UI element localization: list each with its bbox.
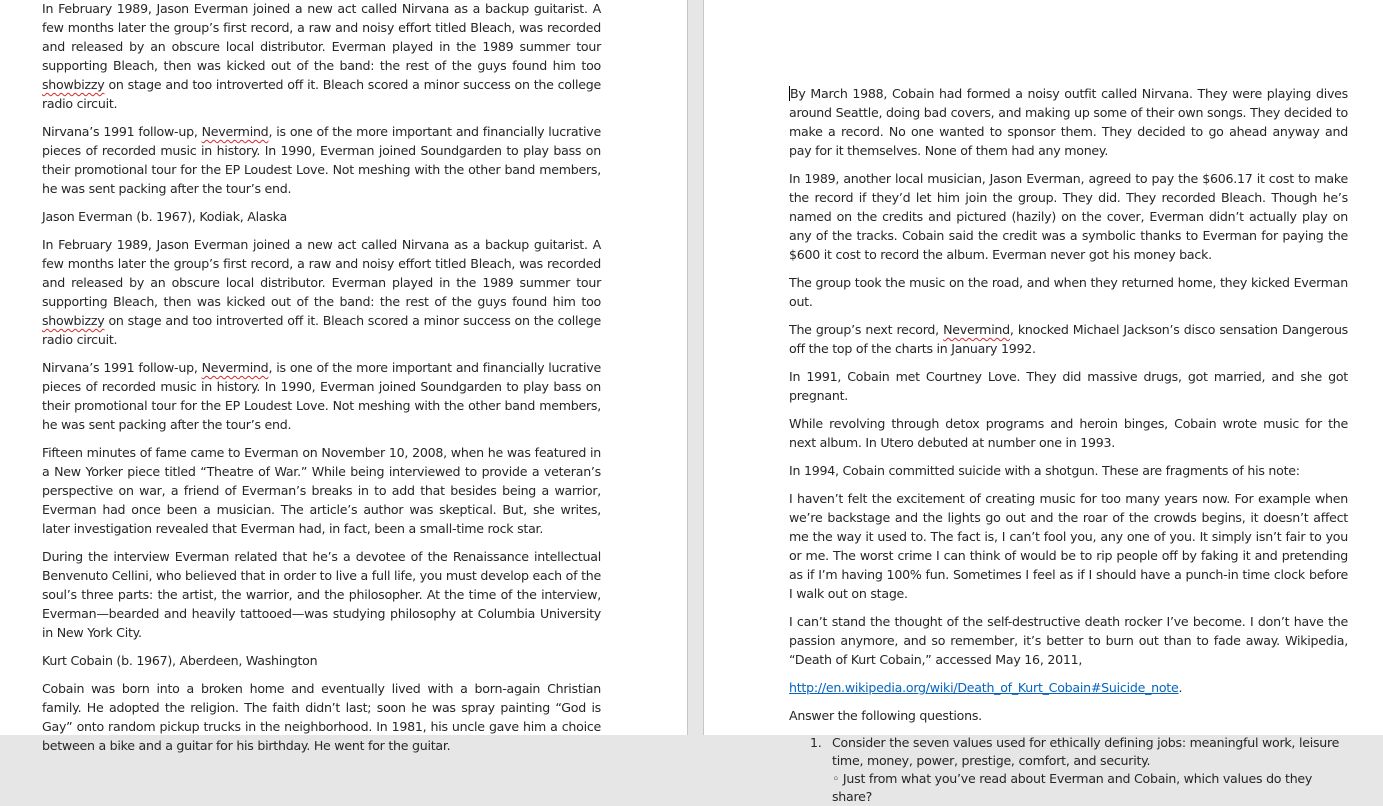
paragraph: In 1991, Cobain met Courtney Love. They did massive drugs, got married, and she got pregnant. [789,369,1348,403]
document-page-left [0,0,688,753]
paragraph [42,122,601,198]
text-run: By March 1988, Cobain had formed a noisy outfit called Nirvana. They were playing dives around Seattle, doing bad covers, and making up some of their own songs. They decided to make a record. No one wanted to sponsor them. They decided to go ahead anyway and pay for it themselves. None of them had any money. [789,86,1348,158]
paragraph: In 1994, Cobain committed suicide with a shotgun. These are fragments of his note: [789,463,1300,478]
quote-paragraph: I haven’t felt the excitement of creating music for too many years now. For example when we’re backstage and the lights go out and the roar of the crowds begins, it doesn’t affect me the way it used to. The fact is, I can’t fool you, any one of you. It simply isn’t fair to you or me. The worst crime I can think of would be to rip people off by faking it and pretending as if I’m having 100% fun. Sometimes I feel as if I should have a punch-in time clock before I walk out on stage. [789,491,1348,601]
text-run: In February 1989, Jason Everman joined a new act called Nirvana as a backup guitarist. A few months later the group’s first record, a raw and noisy effort titled Bleach, was recorded and released by an obscure local distributor. Everman played in the 1989 summer tour supporting Bleach, then was kicked out of the band: the rest of the guys found him too [42,237,601,309]
list-number: 1. [810,735,822,750]
document-page-right [703,0,1383,804]
spellcheck-flagged-word[interactable]: Nevermind [201,124,269,139]
spellcheck-flagged-word[interactable]: showbizzy [42,77,105,92]
quote-paragraph: I can’t stand the thought of the self-destructive death rocker I’ve become. I don’t have the passion anymore, and so remember, it’s better to burn out than to fade away. Wikipedia, “Death of Kurt Cobain,” accessed May 16, 2011, [789,614,1348,667]
text-run: In February 1989, Jason Everman joined a new act called Nirvana as a backup guitarist. A few months later the group’s first record, a raw and noisy effort titled Bleach, was recorded and released by an obscure local distributor. Everman played in the 1989 summer tour supporting Bleach, then was kicked out of the band: the rest of the guys found him too [42,1,601,73]
question-text: Consider the seven values used for ethically defining jobs: meaningful work, leisure time, money, power, prestige, comfort, and security. [832,735,1340,768]
paragraph: Cobain was born into a broken home and eventually lived with a born-again Christian family. He adopted the religion. The faith didn’t last; soon he was spray painting “God is Gay” onto random pickup trucks in the neighborhood. In 1981, his uncle gave him a choice between a bike and a guitar for his birthday. He went for the guitar. [42,681,601,753]
paragraph: The group took the music on the road, and when they returned home, they kicked Everman out. [789,275,1348,309]
paragraph: During the interview Everman related that he’s a devotee of the Renaissance intellectual Benvenuto Cellini, who believed that in order to live a full life, you must develop each of the soul’s three parts: the artist, the warrior, and the philosopher. At the time of the interview, Everman—bearded and heavily tattooed—was studying philosophy at Columbia University in New York City. [42,549,601,640]
sub-question: ◦ Just from what you’ve read about Everman and Cobain, which values do they share? [832,771,1313,804]
page-body-left [42,0,601,764]
text-run: Nirvana’s 1991 follow-up, [42,124,202,139]
spellcheck-flagged-word[interactable]: Nevermind [943,322,1010,337]
text-run: , is one of the more important and financially lucrative pieces of recorded music in history. In 1990, Everman joined Soundgarden to play bass on their promotional tour for the EP Loudest Love. Not meshing with the other band members, he was sent packing after the tour’s end. [42,360,601,432]
paragraph: While revolving through detox programs and heroin binges, Cobain wrote music for the next album. In Utero debuted at number one in 1993. [789,416,1348,450]
text-run: , knocked Michael Jackson’s disco sensation Dangerous off the top of the charts in January 1992. [789,322,1348,356]
text-run: The group’s next record, [789,322,944,337]
spellcheck-flagged-word[interactable]: Nevermind [201,360,269,375]
section-heading-cobain: Kurt Cobain (b. 1967), Aberdeen, Washington [42,653,318,668]
text-run: on stage and too introverted off it. Bleach scored a minor success on the college radio circuit. [42,313,601,347]
question-list [789,734,1348,806]
citation-link-paragraph [789,678,1348,697]
page-body-right [789,84,1348,806]
paragraph[interactable] [789,84,1348,160]
paragraph: In 1989, another local musician, Jason Everman, agreed to pay the $606.17 it cost to make the record if they’d let him join the group. They did. They recorded Bleach. Though he’s named on the credits and pictured (hazily) on the cover, Everman didn’t actually play on any of the tracks. Cobain said the credit was a symbolic thanks to Everman for paying the $600 it cost to record the album. Everman never got his money back. [789,171,1348,262]
text-run: . [1178,680,1183,695]
paragraph [42,358,601,434]
text-run: , is one of the more important and financially lucrative pieces of recorded music in history. In 1990, Everman joined Soundgarden to play bass on their promotional tour for the EP Loudest Love. Not meshing with the other band members, he was sent packing after the tour’s end. [42,124,601,196]
section-heading-everman: Jason Everman (b. 1967), Kodiak, Alaska [42,209,287,224]
paragraph: Answer the following questions. [789,708,982,723]
wikipedia-link[interactable]: http://en.wikipedia.org/wiki/Death_of_Kurt_Cobain#Suicide_note [789,680,1179,695]
paragraph [789,320,1348,358]
text-run: Nirvana’s 1991 follow-up, [42,360,202,375]
list-item [789,734,1348,806]
paragraph: Fifteen minutes of fame came to Everman on November 10, 2008, when he was featured in a New Yorker piece titled “Theatre of War.” While being interviewed to provide a veteran’s perspective on war, a friend of Everman’s breaks in to add that besides being a warrior, Everman had once been a musician. The article’s author was skeptical. But, she writes, later investigation revealed that Everman had, in fact, been a small-time rock star. [42,445,601,536]
paragraph [42,235,601,349]
spellcheck-flagged-word[interactable]: showbizzy [42,313,105,328]
text-run: on stage and too introverted off it. Bleach scored a minor success on the college radio circuit. [42,77,601,111]
paragraph [42,0,601,113]
